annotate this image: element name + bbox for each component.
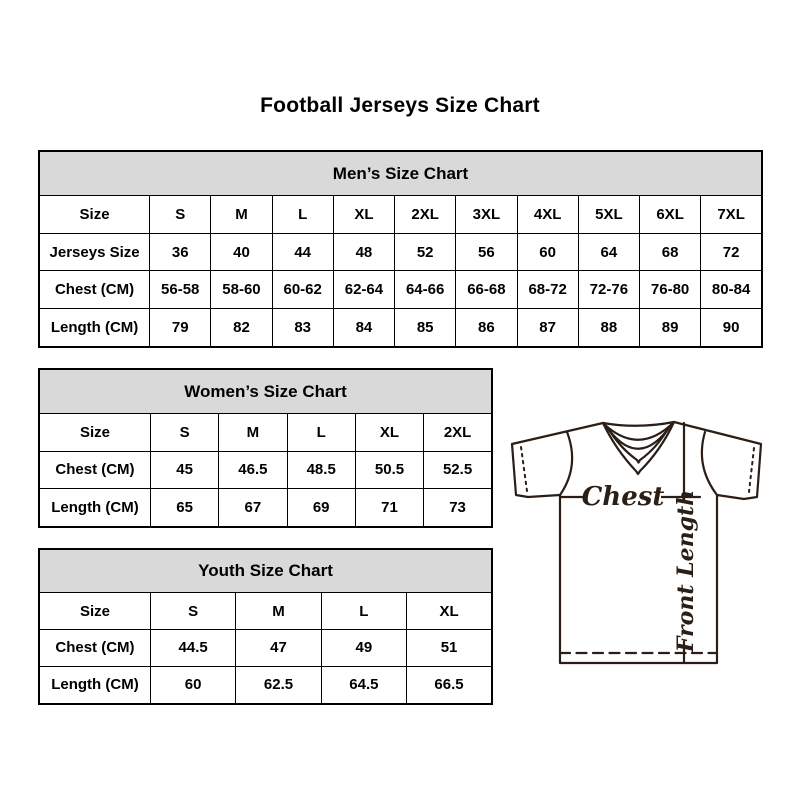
value-cell: XL [333, 196, 394, 234]
youth-size-chart-table [38, 548, 493, 705]
table-row [39, 451, 492, 488]
value-cell: 5XL [578, 196, 639, 234]
value-cell: 64 [578, 233, 639, 271]
value-cell: L [272, 196, 333, 234]
table-row [39, 308, 762, 347]
value-cell: 2XL [395, 196, 456, 234]
value-cell: 51 [407, 630, 492, 667]
table-row [39, 593, 492, 630]
value-cell: 87 [517, 308, 578, 347]
row-label-cell: Jerseys Size [39, 233, 150, 271]
value-cell: 7XL [701, 196, 762, 234]
value-cell: 64.5 [321, 666, 406, 704]
value-cell: 60-62 [272, 271, 333, 309]
value-cell: 66-68 [456, 271, 517, 309]
value-cell: 50.5 [355, 451, 423, 488]
value-cell: 60 [150, 666, 235, 704]
value-cell: 3XL [456, 196, 517, 234]
value-cell: 48 [333, 233, 394, 271]
table-row [39, 196, 762, 234]
row-label-cell: Chest (CM) [39, 451, 150, 488]
front-length-label: Front Length [673, 489, 699, 653]
value-cell: L [321, 593, 406, 630]
youth-table [38, 548, 493, 705]
value-cell: 6XL [639, 196, 700, 234]
value-cell: 44 [272, 233, 333, 271]
row-label-cell: Size [39, 196, 150, 234]
table-row [39, 666, 492, 704]
chest-label: Chest [581, 482, 665, 512]
table-row [39, 233, 762, 271]
table-title-row [39, 369, 492, 414]
table-title: Women’s Size Chart [39, 369, 492, 414]
table-title-row [39, 549, 492, 593]
value-cell: 44.5 [150, 630, 235, 667]
row-label-cell: Length (CM) [39, 489, 150, 528]
value-cell: 47 [236, 630, 321, 667]
value-cell: 60 [517, 233, 578, 271]
mens-table [38, 150, 763, 348]
value-cell: 49 [321, 630, 406, 667]
value-cell: 4XL [517, 196, 578, 234]
right-armhole-seam [702, 432, 717, 495]
value-cell: 66.5 [407, 666, 492, 704]
jersey-measurement-diagram [503, 408, 771, 670]
row-label-cell: Chest (CM) [39, 271, 150, 309]
value-cell: S [150, 593, 235, 630]
value-cell: 90 [701, 308, 762, 347]
value-cell: 40 [211, 233, 272, 271]
value-cell: 62.5 [236, 666, 321, 704]
table-row [39, 489, 492, 528]
value-cell: 85 [395, 308, 456, 347]
right-cuff-stitch-line [749, 448, 754, 492]
value-cell: 46.5 [219, 451, 287, 488]
mens-size-chart-table [38, 150, 763, 348]
page-title: Football Jerseys Size Chart [260, 94, 540, 117]
value-cell: 84 [333, 308, 394, 347]
value-cell: S [150, 414, 218, 451]
row-label-cell: Length (CM) [39, 666, 150, 704]
value-cell: 56-58 [150, 271, 211, 309]
value-cell: 52 [395, 233, 456, 271]
value-cell: 79 [150, 308, 211, 347]
value-cell: XL [407, 593, 492, 630]
value-cell: 73 [424, 489, 492, 528]
value-cell: 83 [272, 308, 333, 347]
value-cell: 72-76 [578, 271, 639, 309]
value-cell: M [211, 196, 272, 234]
row-label-cell: Chest (CM) [39, 630, 150, 667]
table-row [39, 271, 762, 309]
value-cell: 86 [456, 308, 517, 347]
value-cell: 2XL [424, 414, 492, 451]
value-cell: XL [355, 414, 423, 451]
left-cuff-stitch-line [521, 447, 527, 491]
value-cell: 58-60 [211, 271, 272, 309]
value-cell: 71 [355, 489, 423, 528]
value-cell: 88 [578, 308, 639, 347]
value-cell: S [150, 196, 211, 234]
row-label-cell: Size [39, 414, 150, 451]
womens-size-chart-table [38, 368, 493, 528]
value-cell: 64-66 [395, 271, 456, 309]
row-label-cell: Size [39, 593, 150, 630]
table-row [39, 414, 492, 451]
table-title: Men’s Size Chart [39, 151, 762, 196]
jersey-outline [512, 422, 761, 663]
value-cell: 69 [287, 489, 355, 528]
value-cell: 48.5 [287, 451, 355, 488]
value-cell: 67 [219, 489, 287, 528]
value-cell: 72 [701, 233, 762, 271]
value-cell: 62-64 [333, 271, 394, 309]
value-cell: L [287, 414, 355, 451]
value-cell: 45 [150, 451, 218, 488]
value-cell: 89 [639, 308, 700, 347]
table-row [39, 630, 492, 667]
table-title: Youth Size Chart [39, 549, 492, 593]
value-cell: 76-80 [639, 271, 700, 309]
row-label-cell: Length (CM) [39, 308, 150, 347]
collar-top-edge [603, 422, 674, 426]
value-cell: 68-72 [517, 271, 578, 309]
value-cell: 56 [456, 233, 517, 271]
womens-table [38, 368, 493, 528]
value-cell: 80-84 [701, 271, 762, 309]
value-cell: M [219, 414, 287, 451]
left-armhole-seam [560, 432, 572, 495]
value-cell: 82 [211, 308, 272, 347]
value-cell: 68 [639, 233, 700, 271]
value-cell: 52.5 [424, 451, 492, 488]
value-cell: M [236, 593, 321, 630]
value-cell: 65 [150, 489, 218, 528]
table-title-row [39, 151, 762, 196]
value-cell: 36 [150, 233, 211, 271]
